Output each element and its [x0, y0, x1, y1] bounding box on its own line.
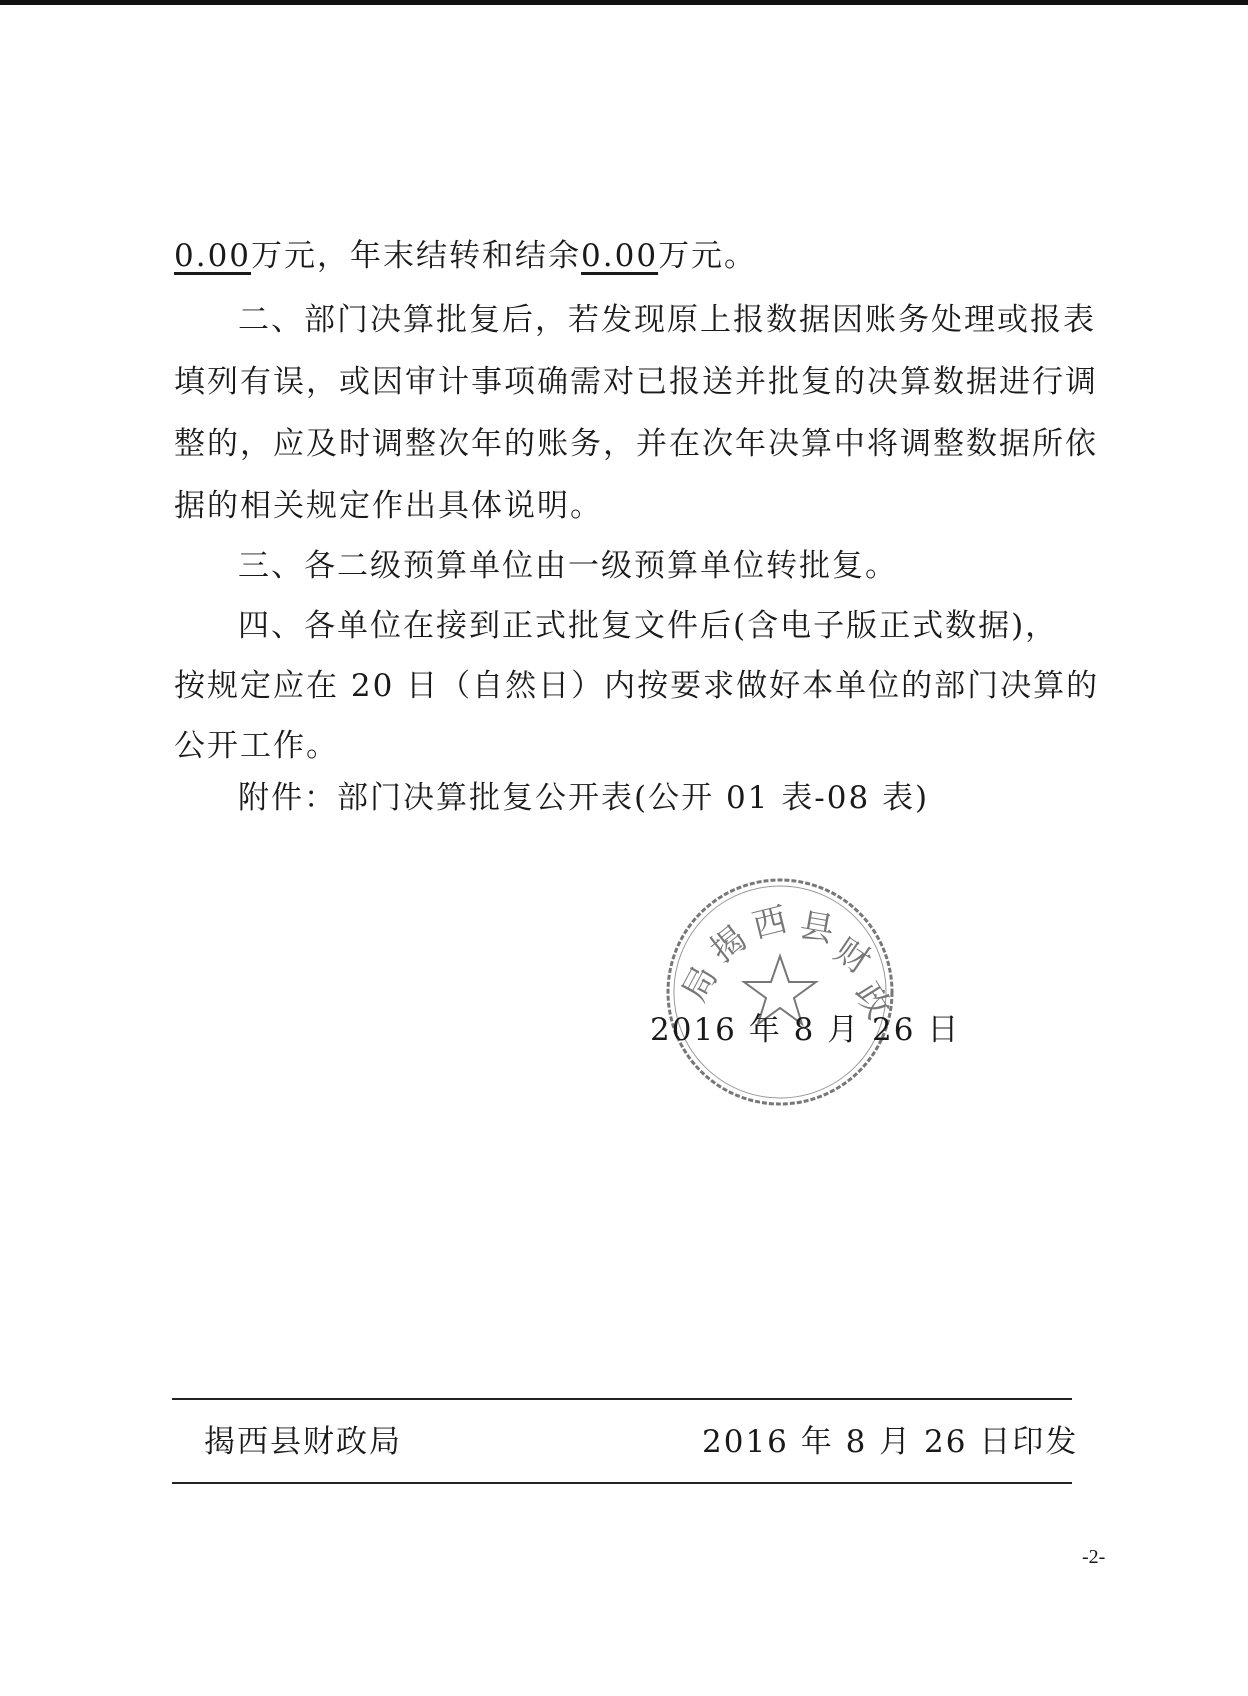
amount-carried-over: 0.00: [174, 238, 252, 274]
page-number: -2-: [1082, 1546, 1106, 1568]
footer-issue-date: 2016 年 8 月 26 日印发: [702, 1424, 1079, 1460]
paragraph-2-line-3: 整的，应及时调整次年的账务，并在次年决算中将调整数据所依: [174, 426, 1098, 462]
svg-text:局: 局: [674, 959, 726, 1009]
paragraph-4-line-3: 公开工作。: [174, 728, 339, 764]
paragraph-2-line-4: 据的相关规定作出具体说明。: [174, 488, 603, 524]
signature-date: 2016 年 8 月 26 日: [650, 1012, 961, 1048]
amount-year-end-balance: 0.00: [581, 238, 659, 274]
footer-top-rule: [172, 1398, 1072, 1400]
body-line-1: [174, 236, 1104, 276]
paragraph-4-line-2: 按规定应在 20 日（自然日）内按要求做好本单位的部门决算的: [174, 668, 1100, 704]
paragraph-4-line-1: 四、各单位在接到正式批复文件后(含电子版正式数据)，: [238, 608, 1059, 644]
official-seal-icon: [660, 872, 900, 1112]
svg-text:揭: 揭: [702, 918, 755, 972]
body-line-1-end: 万元。: [658, 238, 758, 274]
svg-text:财: 财: [826, 930, 878, 983]
svg-text:西: 西: [748, 899, 792, 947]
paragraph-2-line-2: 填列有误，或因审计事项确需对已报送并批复的决算数据进行调: [174, 364, 1098, 400]
footer-issuer: 揭西县财政局: [204, 1424, 402, 1460]
paragraph-3: 三、各二级预算单位由一级预算单位转批复。: [238, 548, 898, 584]
body-line-1-mid: 万元，年末结转和结余: [251, 238, 582, 274]
svg-text:政: 政: [846, 975, 899, 1026]
svg-text:县: 县: [796, 905, 837, 951]
footer-bottom-rule: [172, 1482, 1072, 1484]
paragraph-2-line-1: 二、部门决算批复后，若发现原上报数据因账务处理或报表: [238, 302, 1096, 338]
attachment-line: 附件：部门决算批复公开表(公开 01 表-08 表): [238, 780, 930, 816]
